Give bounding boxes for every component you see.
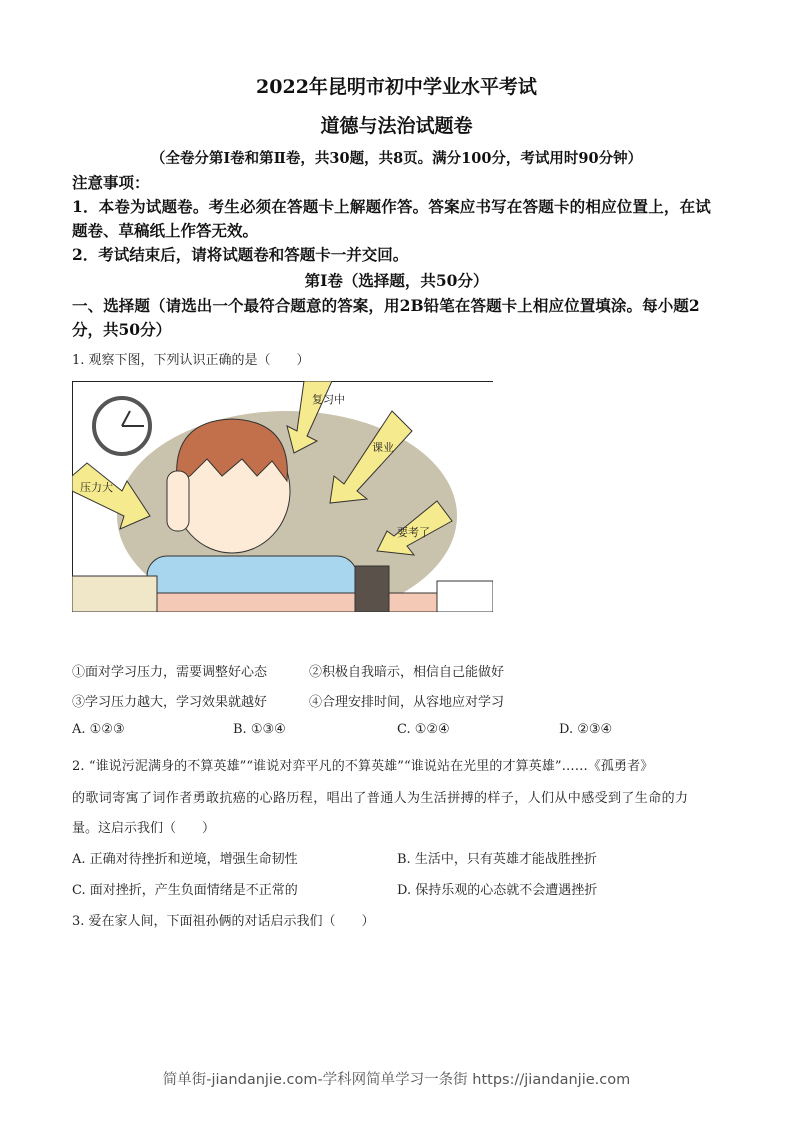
q2-stem: 2. “谁说污泥满身的不算英雄”“谁说对弈平凡的不算英雄”“谁说站在光里的才算英雄”……《孤勇者》 (72, 759, 654, 774)
section-title: 第Ⅰ卷（选择题，共50分） (304, 271, 489, 290)
q1-statement-3: ③学习压力越大，学习效果就越好 (72, 695, 268, 710)
figure-label-pressure: 压力大 (80, 481, 113, 494)
q2-option-b[interactable]: B. 生活中，只有英雄才能战胜挫折 (397, 852, 597, 867)
figure-label-exam-soon: 要考了 (397, 526, 430, 539)
q1-statement-4: ④合理安排时间，从容地应对学习 (309, 695, 505, 710)
q2-option-a[interactable]: A. 正确对待挫折和逆境，增强生命韧性 (72, 852, 298, 867)
q1-option-b[interactable]: B. ①③④ (233, 722, 286, 737)
q1-option-a[interactable]: A. ①②③ (72, 722, 125, 737)
section-instructions-cont: 分，共50分） (72, 320, 172, 339)
q1-option-c[interactable]: C. ①②④ (397, 722, 450, 737)
notes-item-1-cont: 题卷、草稿纸上作答无效。 (72, 221, 259, 240)
figure-label-reviewing: 复习中 (312, 393, 345, 406)
notes-item-2: 2．考试结束后，请将试题卷和答题卡一并交回。 (72, 245, 409, 264)
notes-heading: 注意事项： (72, 173, 150, 192)
q1-stem: 1. 观察下图，下列认识正确的是（ ） (72, 353, 310, 368)
exam-subtitle: 道德与法治试题卷 (320, 115, 473, 137)
q2-stem-cont: 的歌词寄寓了词作者勇敢抗癌的心路历程，唱出了普通人为生活拼搏的样子，人们从中感受到了生命的力 (72, 791, 689, 806)
q2-stem-end: 量。这启示我们（ ） (72, 821, 216, 836)
q1-statement-1: ①面对学习压力，需要调整好心态 (72, 665, 268, 680)
q2-option-c[interactable]: C. 面对挫折，产生负面情绪是不正常的 (72, 883, 298, 898)
exam-info: （全卷分第Ⅰ卷和第Ⅱ卷，共30题，共8页。满分100分，考试用时90分钟） (150, 150, 643, 167)
footer-watermark: 简单街-jiandanjie.com-学科网简单学习一条街 https://jiandanjie.com (162, 1072, 631, 1088)
q1-option-d[interactable]: D. ②③④ (559, 722, 613, 737)
q1-cartoon-figure (72, 381, 493, 612)
q2-option-d[interactable]: D. 保持乐观的心态就不会遭遇挫折 (397, 883, 598, 898)
notes-item-1: 1．本卷为试题卷。考生必须在答题卡上解题作答。答案应书写在答题卡的相应位置上，在试 (72, 197, 711, 216)
q1-statement-2: ②积极自我暗示，相信自己能做好 (309, 665, 505, 680)
exam-title: 2022年昆明市初中学业水平考试 (256, 76, 537, 98)
q3-stem: 3. 爱在家人间，下面祖孙俩的对话启示我们（ ） (72, 914, 375, 929)
figure-label-homework: 课业 (372, 441, 394, 454)
section-instructions: 一、选择题（请选出一个最符合题意的答案，用2B铅笔在答题卡上相应位置填涂。每小题2 (72, 296, 700, 315)
